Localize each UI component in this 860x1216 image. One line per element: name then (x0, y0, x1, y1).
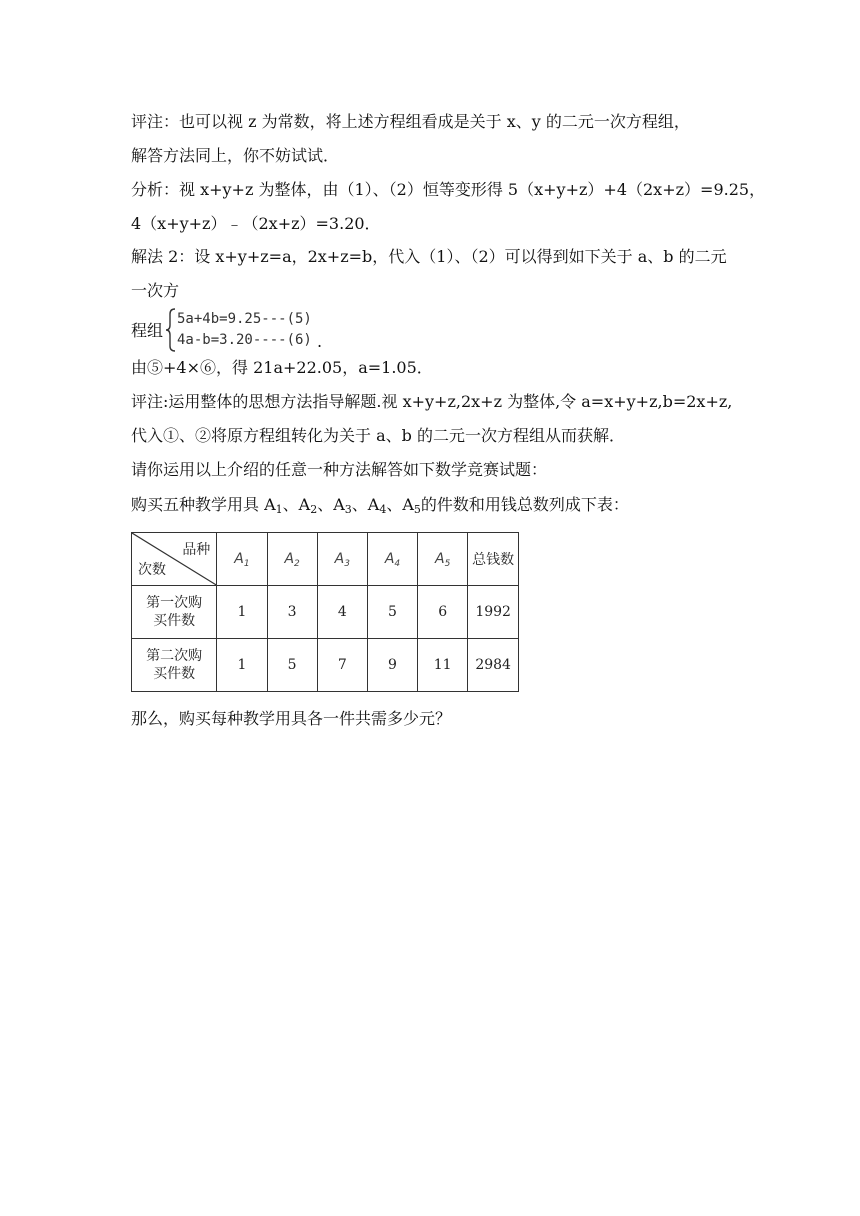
subscript-1: 1 (275, 503, 283, 516)
column-header-a1: $A_1$ (217, 533, 267, 586)
comment-paragraph-1: 评注：也可以视 z 为常数，将上述方程组看成是关于 x、y 的二元一次方程组， (131, 112, 690, 131)
equation-system-period: . (317, 332, 323, 351)
column-header-a2: $A_2$ (267, 533, 317, 586)
separator-a4: 、A (351, 495, 380, 514)
table-cell: 4 (317, 586, 367, 639)
solution2-line-1: 解法 2：设 x+y+z=a，2x+z=b，代入（1）、（2）可以得到如下关于 a、b 的二元 (131, 247, 727, 266)
table-cell: 9 (367, 639, 417, 692)
table-cell: 11 (418, 639, 468, 692)
equation-6: 4a-b=3.20----(6) (177, 332, 312, 348)
subscript-5: 5 (413, 503, 421, 516)
table-cell: 3 (267, 586, 317, 639)
row-label-second-purchase: 第二次购 买件数 (132, 639, 217, 692)
comment-paragraph-2: 解答方法同上，你不妨试试． (131, 146, 340, 165)
table-cell-total: 1992 (468, 586, 519, 639)
separator-a2: 、A (282, 495, 311, 514)
table-cell: 5 (367, 586, 417, 639)
solution2-line-2: 一次方 (131, 281, 180, 300)
table-cell-total: 2984 (468, 639, 519, 692)
column-header-a5: $A_5$ (418, 533, 468, 586)
row-label-first-purchase: 第一次购 买件数 (132, 586, 217, 639)
instruction-line: 请你运用以上介绍的任意一种方法解答如下数学竞赛试题： (131, 460, 548, 479)
table-row (132, 586, 519, 639)
column-header-a3: $A_3$ (317, 533, 367, 586)
table-cell: 1 (217, 639, 267, 692)
corner-label-count: 次数 (138, 562, 166, 578)
subscript-4: 4 (379, 503, 387, 516)
problem-statement (131, 494, 629, 516)
table-cell: 1 (217, 586, 267, 639)
column-header-a4: $A_4$ (367, 533, 417, 586)
purchase-table (131, 532, 519, 692)
separator-a5: 、A (386, 495, 414, 514)
table-row (132, 639, 519, 692)
table-cell: 7 (317, 639, 367, 692)
separator-a3: 、A (317, 495, 345, 514)
analysis-line-1: 分析：视 x+y+z 为整体，由（1）、（2）恒等变形得 5（x+y+z）+4（2x+z）=9.25， (131, 180, 766, 199)
column-header-total: 总钱数 (468, 533, 519, 586)
comment-line-1: 评注:运用整体的思想方法指导解题.视 x+y+z,2x+z 为整体,令 a=x+y+z,b=2x+z, (131, 392, 733, 411)
table-header-row (132, 533, 519, 586)
comment-line-2: 代入①、②将原方程组转化为关于 a、b 的二元一次方程组从而获解． (131, 426, 625, 445)
table-cell: 5 (267, 639, 317, 692)
solution-step: 由⑤+4×⑥，得 21a+22.05，a=1.05． (131, 358, 433, 377)
problem-text-end: 的件数和用钱总数列成下表： (420, 495, 629, 514)
question-line: 那么，购买每种教学用具各一件共需多少元？ (131, 709, 452, 728)
subscript-2: 2 (310, 503, 318, 516)
analysis-line-2: 4（x+y+z）﹣（2x+z）=3.20． (131, 214, 381, 233)
left-brace-icon (165, 308, 177, 352)
problem-text-start: 购买五种教学用具 A (131, 495, 276, 514)
corner-label-category: 品种 (182, 542, 211, 558)
table-cell: 6 (418, 586, 468, 639)
equation-5: 5a+4b=9.25---(5) (177, 311, 312, 327)
corner-header-cell (132, 533, 217, 586)
equation-system-prefix: 程组 (131, 321, 164, 340)
equation-system (131, 308, 431, 352)
subscript-3: 3 (344, 503, 352, 516)
